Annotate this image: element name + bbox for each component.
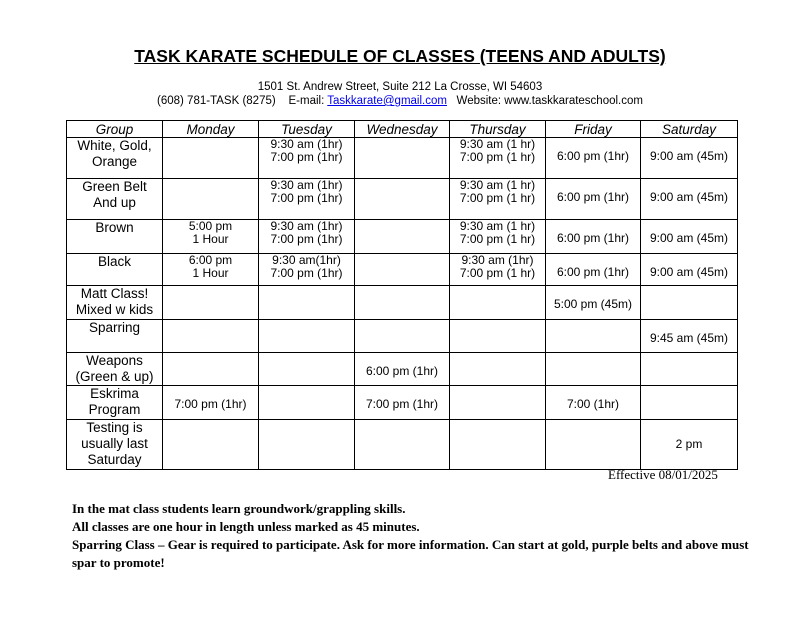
cell-line: 6:00 pm (1hr) (556, 190, 630, 204)
cell-line: 7:00 pm (1hr) (174, 397, 247, 411)
effective-date: Effective 08/01/2025 (608, 467, 718, 482)
schedule-cell (259, 286, 355, 320)
schedule-cell (546, 179, 641, 220)
group-cell (67, 138, 163, 179)
group-cell (67, 220, 163, 254)
schedule-cell (641, 179, 738, 220)
note-sparring: Sparring Class – Gear is required to participate. Ask for more information. Can start at gold, purple belts and above must spar to promote! (72, 537, 749, 570)
schedule-cell (355, 420, 450, 470)
column-header: Thursday (450, 121, 546, 138)
cell-line: 7:00 pm (1hr) (270, 191, 343, 205)
group-cell (67, 420, 163, 470)
cell-line: Eskrima (90, 386, 139, 401)
group-cell (67, 353, 163, 386)
cell-line: 6:00 pm (1hr) (556, 149, 630, 163)
column-header: Wednesday (355, 121, 450, 138)
table-row (67, 179, 738, 220)
schedule-cell (450, 386, 546, 420)
schedule-cell (641, 386, 738, 420)
cell-line: Orange (91, 154, 138, 169)
table-row (67, 386, 738, 420)
schedule-cell (546, 254, 641, 286)
schedule-cell (450, 286, 546, 320)
email-link[interactable]: Taskkarate@gmail.com (327, 95, 447, 107)
schedule-cell (450, 320, 546, 353)
schedule-cell (450, 179, 546, 220)
cell-line: Sparring (88, 320, 141, 335)
schedule-cell (355, 254, 450, 286)
schedule-cell (355, 386, 450, 420)
cell-line: 2 pm (675, 437, 703, 451)
cell-line: Matt Class! (80, 286, 149, 301)
schedule-cell (163, 320, 259, 353)
cell-line: (Green & up) (75, 369, 154, 384)
website-label: Website: (456, 95, 502, 107)
cell-line: 9:30 am (1 hr) (459, 178, 536, 192)
schedule-cell (546, 386, 641, 420)
cell-line: 9:30 am (1hr) (270, 178, 343, 192)
email-label: E-mail: (288, 95, 325, 107)
cell-line: And up (93, 195, 136, 210)
cell-line: Black (97, 254, 131, 269)
schedule-cell (259, 420, 355, 470)
schedule-cell (355, 138, 450, 179)
cell-line: Saturday (87, 452, 142, 467)
cell-line: 7:00 pm (1 hr) (459, 266, 536, 280)
cell-line: usually last (81, 436, 148, 451)
schedule-cell (259, 320, 355, 353)
cell-line: 9:30 am(1hr) (272, 253, 341, 267)
table-header-row (67, 121, 738, 138)
schedule-cell (355, 179, 450, 220)
schedule-cell (450, 220, 546, 254)
schedule-cell (450, 353, 546, 386)
cell-line: Program (88, 402, 141, 417)
cell-line: 7:00 pm (1 hr) (459, 191, 536, 205)
schedule-cell (355, 353, 450, 386)
schedule-cell (355, 220, 450, 254)
schedule-cell (546, 286, 641, 320)
cell-line: 9:30 am (1hr) (270, 219, 343, 233)
phone-number: (608) 781-TASK (8275) (157, 95, 276, 107)
schedule-cell (641, 220, 738, 254)
cell-line: 9:45 am (45m) (649, 331, 729, 345)
cell-line: Brown (95, 220, 134, 235)
column-header: Group (67, 121, 163, 138)
schedule-cell (355, 320, 450, 353)
schedule-cell (546, 138, 641, 179)
schedule-cell (259, 353, 355, 386)
cell-line: 9:00 am (45m) (649, 265, 729, 279)
cell-line: Testing is (86, 420, 143, 435)
cell-line: 9:00 am (45m) (649, 231, 729, 245)
cell-line: 1 Hour (192, 266, 229, 280)
schedule-cell (163, 254, 259, 286)
table-row (67, 286, 738, 320)
schedule-cell (259, 179, 355, 220)
table-row (67, 320, 738, 353)
schedule-cell (259, 386, 355, 420)
schedule-cell (641, 420, 738, 470)
cell-line: Mixed w kids (75, 302, 154, 317)
note-mat-class: In the mat class students learn groundwork/grappling skills. (72, 501, 406, 516)
schedule-cell (163, 420, 259, 470)
table-row (67, 220, 738, 254)
column-header: Friday (546, 121, 641, 138)
cell-line: 7:00 pm (1 hr) (459, 150, 536, 164)
schedule-cell (641, 254, 738, 286)
schedule-cell (259, 220, 355, 254)
schedule-cell (641, 353, 738, 386)
schedule-cell (450, 254, 546, 286)
schedule-cell (641, 286, 738, 320)
table-body (67, 138, 738, 470)
table-row (67, 420, 738, 470)
cell-line: 6:00 pm (1hr) (365, 364, 439, 378)
schedule-cell (546, 320, 641, 353)
column-header: Monday (163, 121, 259, 138)
schedule-cell (450, 420, 546, 470)
cell-line: 9:00 am (45m) (649, 149, 729, 163)
cell-line: 6:00 pm (188, 253, 233, 267)
schedule-cell (163, 179, 259, 220)
cell-line: 5:00 pm (188, 219, 233, 233)
schedule-cell (163, 386, 259, 420)
table-row (67, 254, 738, 286)
note-class-length: All classes are one hour in length unless marked as 45 minutes. (72, 519, 420, 534)
schedule-cell (163, 353, 259, 386)
schedule-cell (641, 138, 738, 179)
schedule-cell (450, 138, 546, 179)
cell-line: 7:00 pm (1hr) (270, 266, 343, 280)
column-header: Tuesday (259, 121, 355, 138)
cell-line: 7:00 pm (1 hr) (459, 232, 536, 246)
schedule-cell (163, 138, 259, 179)
cell-line: 6:00 pm (1hr) (556, 265, 630, 279)
schedule-cell (163, 220, 259, 254)
cell-line: 5:00 pm (45m) (553, 297, 633, 311)
cell-line: 6:00 pm (1hr) (556, 231, 630, 245)
group-cell (67, 179, 163, 220)
website-url: www.taskkarateschool.com (504, 95, 643, 107)
column-header: Saturday (641, 121, 738, 138)
notes-section (72, 500, 762, 572)
schedule-table (66, 120, 738, 470)
cell-line: 9:30 am (1 hr) (459, 137, 536, 151)
cell-line: White, Gold, (77, 138, 152, 153)
schedule-cell (163, 286, 259, 320)
cell-line: 9:30 am (1 hr) (459, 219, 536, 233)
cell-line: 9:30 am (1hr) (270, 137, 343, 151)
address-line: 1501 St. Andrew Street, Suite 212 La Crosse, WI 54603 (257, 81, 543, 93)
cell-line: 1 Hour (192, 232, 229, 246)
contact-line (0, 95, 800, 107)
schedule-cell (546, 420, 641, 470)
page-title: TASK KARATE SCHEDULE OF CLASSES (TEENS AND ADULTS) (134, 46, 666, 66)
group-cell (67, 286, 163, 320)
cell-line: 7:00 (1hr) (566, 397, 620, 411)
cell-line: 9:30 am (1hr) (461, 253, 534, 267)
schedule-cell (355, 286, 450, 320)
table-row (67, 353, 738, 386)
cell-line: 7:00 pm (1hr) (270, 150, 343, 164)
group-cell (67, 320, 163, 353)
schedule-cell (259, 254, 355, 286)
table-row (67, 138, 738, 179)
cell-line: 9:00 am (45m) (649, 190, 729, 204)
cell-line: 7:00 pm (1hr) (270, 232, 343, 246)
group-cell (67, 386, 163, 420)
cell-line: 7:00 pm (1hr) (365, 397, 439, 411)
group-cell (67, 254, 163, 286)
schedule-cell (641, 320, 738, 353)
schedule-cell (546, 220, 641, 254)
schedule-cell (259, 138, 355, 179)
schedule-cell (546, 353, 641, 386)
cell-line: Weapons (86, 353, 143, 368)
cell-line: Green Belt (82, 179, 147, 194)
